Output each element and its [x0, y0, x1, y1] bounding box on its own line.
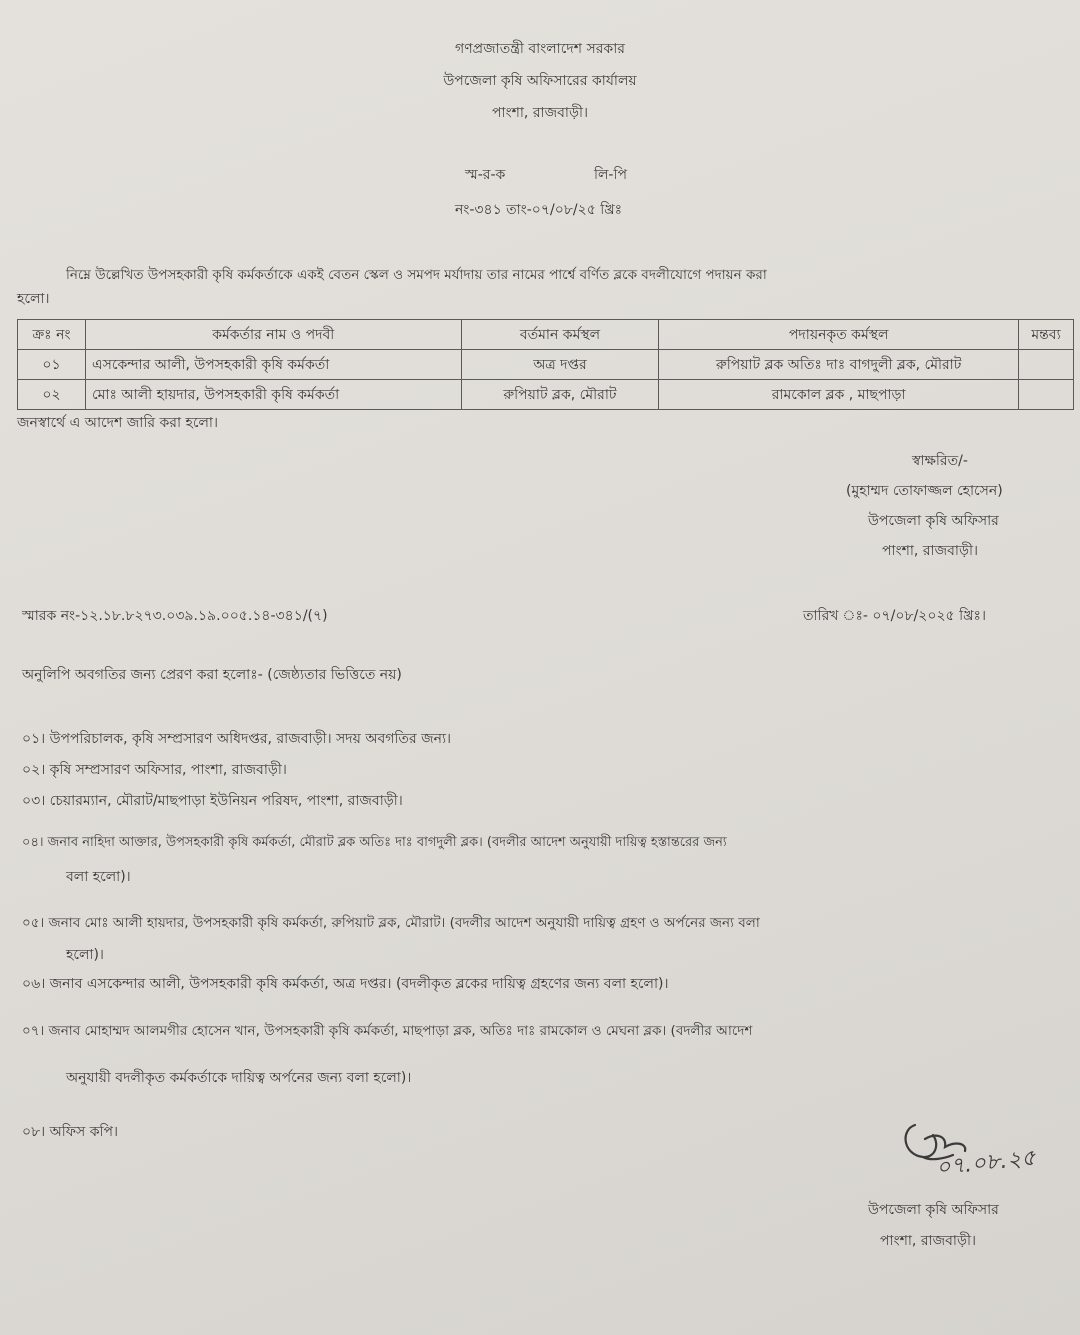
signatory-place: পাংশা, রাজবাড়ী।: [882, 543, 978, 559]
copy-item-5: ০৫। জনাব মোঃ আলী হায়দার, উপসহকারী কৃষি কর্মকর্তা, রুপিয়াট ব্লক, মৌরাট। (বদলীর আদেশ অনুযায়ী দায়িত্ব গ্রহণ ও অর্পনের জন্য বলা: [22, 915, 760, 931]
header-location: পাংশা, রাজবাড়ী।: [492, 105, 588, 121]
header-current-post: বর্তমান কর্মস্থল: [461, 320, 659, 350]
table-header-row: [18, 320, 1074, 350]
cell-remarks: [1019, 350, 1074, 380]
cell-current-post: রুপিয়াট ব্লক, মৌরাট: [461, 380, 659, 410]
copy-item-8: ০৮। অফিস কপি।: [22, 1124, 119, 1140]
cell-new-post: রামকোল ব্লক , মাছপাড়া: [659, 380, 1019, 410]
copy-item-7: ০৭। জনাব মোহাম্মদ আলমগীর হোসেন খান, উপসহকারী কৃষি কর্মকর্তা, মাছপাড়া ব্লক, অতিঃ দাঃ রামকোল ও মেঘনা ব্লক। (বদলীর আদেশ: [22, 1023, 753, 1039]
header-government: গণপ্রজাতন্ত্রী বাংলাদেশ সরকার: [455, 41, 625, 57]
order-statement: জনস্বার্থে এ আদেশ জারি করা হলো।: [17, 415, 218, 431]
header-name: কর্মকর্তার নাম ও পদবী: [85, 320, 461, 350]
memo-reference-number: স্মারক নং-১২.১৮.৮২৭৩.০৩৯.১৯.০০৫.১৪-৩৪১/(৭): [22, 608, 328, 624]
bottom-signatory-designation: উপজেলা কৃষি অফিসার: [868, 1202, 999, 1218]
copy-item-6: ০৬। জনাব এসকেন্দার আলী, উপসহকারী কৃষি কর্মকর্তা, অত্র দপ্তর। (বদলীকৃত ব্লকের দায়িত্ব গ্রহণের জন্য বলা হলো)।: [22, 976, 669, 992]
header-office: উপজেলা কৃষি অফিসারের কার্যালয়: [443, 73, 637, 89]
copy-item-4: ০৪। জনাব নাহিদা আক্তার, উপসহকারী কৃষি কর্মকর্তা, মৌরাট ব্লক অতিঃ দাঃ বাগদুলী ব্লক। (বদলীর আদেশ অনুযায়ী দায়িত্ব হস্তান্তরের জন্য: [22, 835, 727, 850]
header-serial: ক্রঃ নং: [18, 320, 86, 350]
signatory-designation: উপজেলা কৃষি অফিসার: [868, 513, 999, 529]
cell-serial: ০১: [18, 350, 86, 380]
intro-text: নিম্নে উল্লেখিত উপসহকারী কৃষি কর্মকর্তাকে একই বেতন স্কেল ও সমপদ মর্যাদায় তার নামের পার্শ্বে বর্ণিত ব্লকে বদলীযোগে পদায়ন করা: [66, 267, 767, 283]
signed-mark: স্বাক্ষরিত/-: [912, 453, 968, 469]
signatory-name: (মুহাম্মদ তোফাজ্জল হোসেন): [846, 483, 1003, 499]
header-new-post: পদায়নকৃত কর্মস্থল: [659, 320, 1019, 350]
cell-remarks: [1019, 380, 1074, 410]
copy-item-5-cont: হলো)।: [66, 947, 104, 963]
copy-intro: অনুলিপি অবগতির জন্য প্রেরণ করা হলোঃ- (জেষ্ঠ্যতার ভিত্তিতে নয়): [22, 667, 402, 683]
cell-new-post: রুপিয়াট ব্লক অতিঃ দাঃ বাগদুলী ব্লক, মৌরাট: [659, 350, 1019, 380]
memo-date: তারিখ ঃ- ০৭/০৮/২০২৫ খ্রিঃ।: [803, 608, 986, 624]
cell-name: মোঃ আলী হায়দার, উপসহকারী কৃষি কর্মকর্তা: [85, 380, 461, 410]
header-remarks: মন্তব্য: [1019, 320, 1074, 350]
copy-item-1: ০১। উপপরিচালক, কৃষি সম্প্রসারণ অধিদপ্তর, রাজবাড়ী। সদয় অবগতির জন্য।: [22, 731, 452, 747]
cell-name: এসকেন্দার আলী, উপসহকারী কৃষি কর্মকর্তা: [85, 350, 461, 380]
handwritten-date: ০৭.০৮.২৫: [935, 1145, 1037, 1181]
cell-serial: ০২: [18, 380, 86, 410]
memo-number: নং-৩৪১ তাং-০৭/০৮/২৫ খ্রিঃ: [455, 202, 623, 218]
memo-label-right: লি-পি: [594, 167, 627, 183]
table-row: [18, 350, 1074, 380]
cell-current-post: অত্র দপ্তর: [461, 350, 659, 380]
copy-item-7-cont: অনুযায়ী বদলীকৃত কর্মকর্তাকে দায়িত্ব অর্পনের জন্য বলা হলো)।: [66, 1070, 412, 1086]
transfer-table: [17, 319, 1074, 410]
intro-text-cont: হলো।: [17, 291, 50, 307]
copy-item-3: ০৩। চেয়ারম্যান, মৌরাট/মাছপাড়া ইউনিয়ন পরিষদ, পাংশা, রাজবাড়ী।: [22, 793, 403, 809]
copy-item-2: ০২। কৃষি সম্প্রসারণ অফিসার, পাংশা, রাজবাড়ী।: [22, 762, 287, 778]
bottom-signatory-place: পাংশা, রাজবাড়ী।: [880, 1233, 976, 1249]
memo-label-left: স্ম-র-ক: [465, 167, 506, 183]
copy-item-4-cont: বলা হলো)।: [66, 869, 131, 885]
table-row: [18, 380, 1074, 410]
